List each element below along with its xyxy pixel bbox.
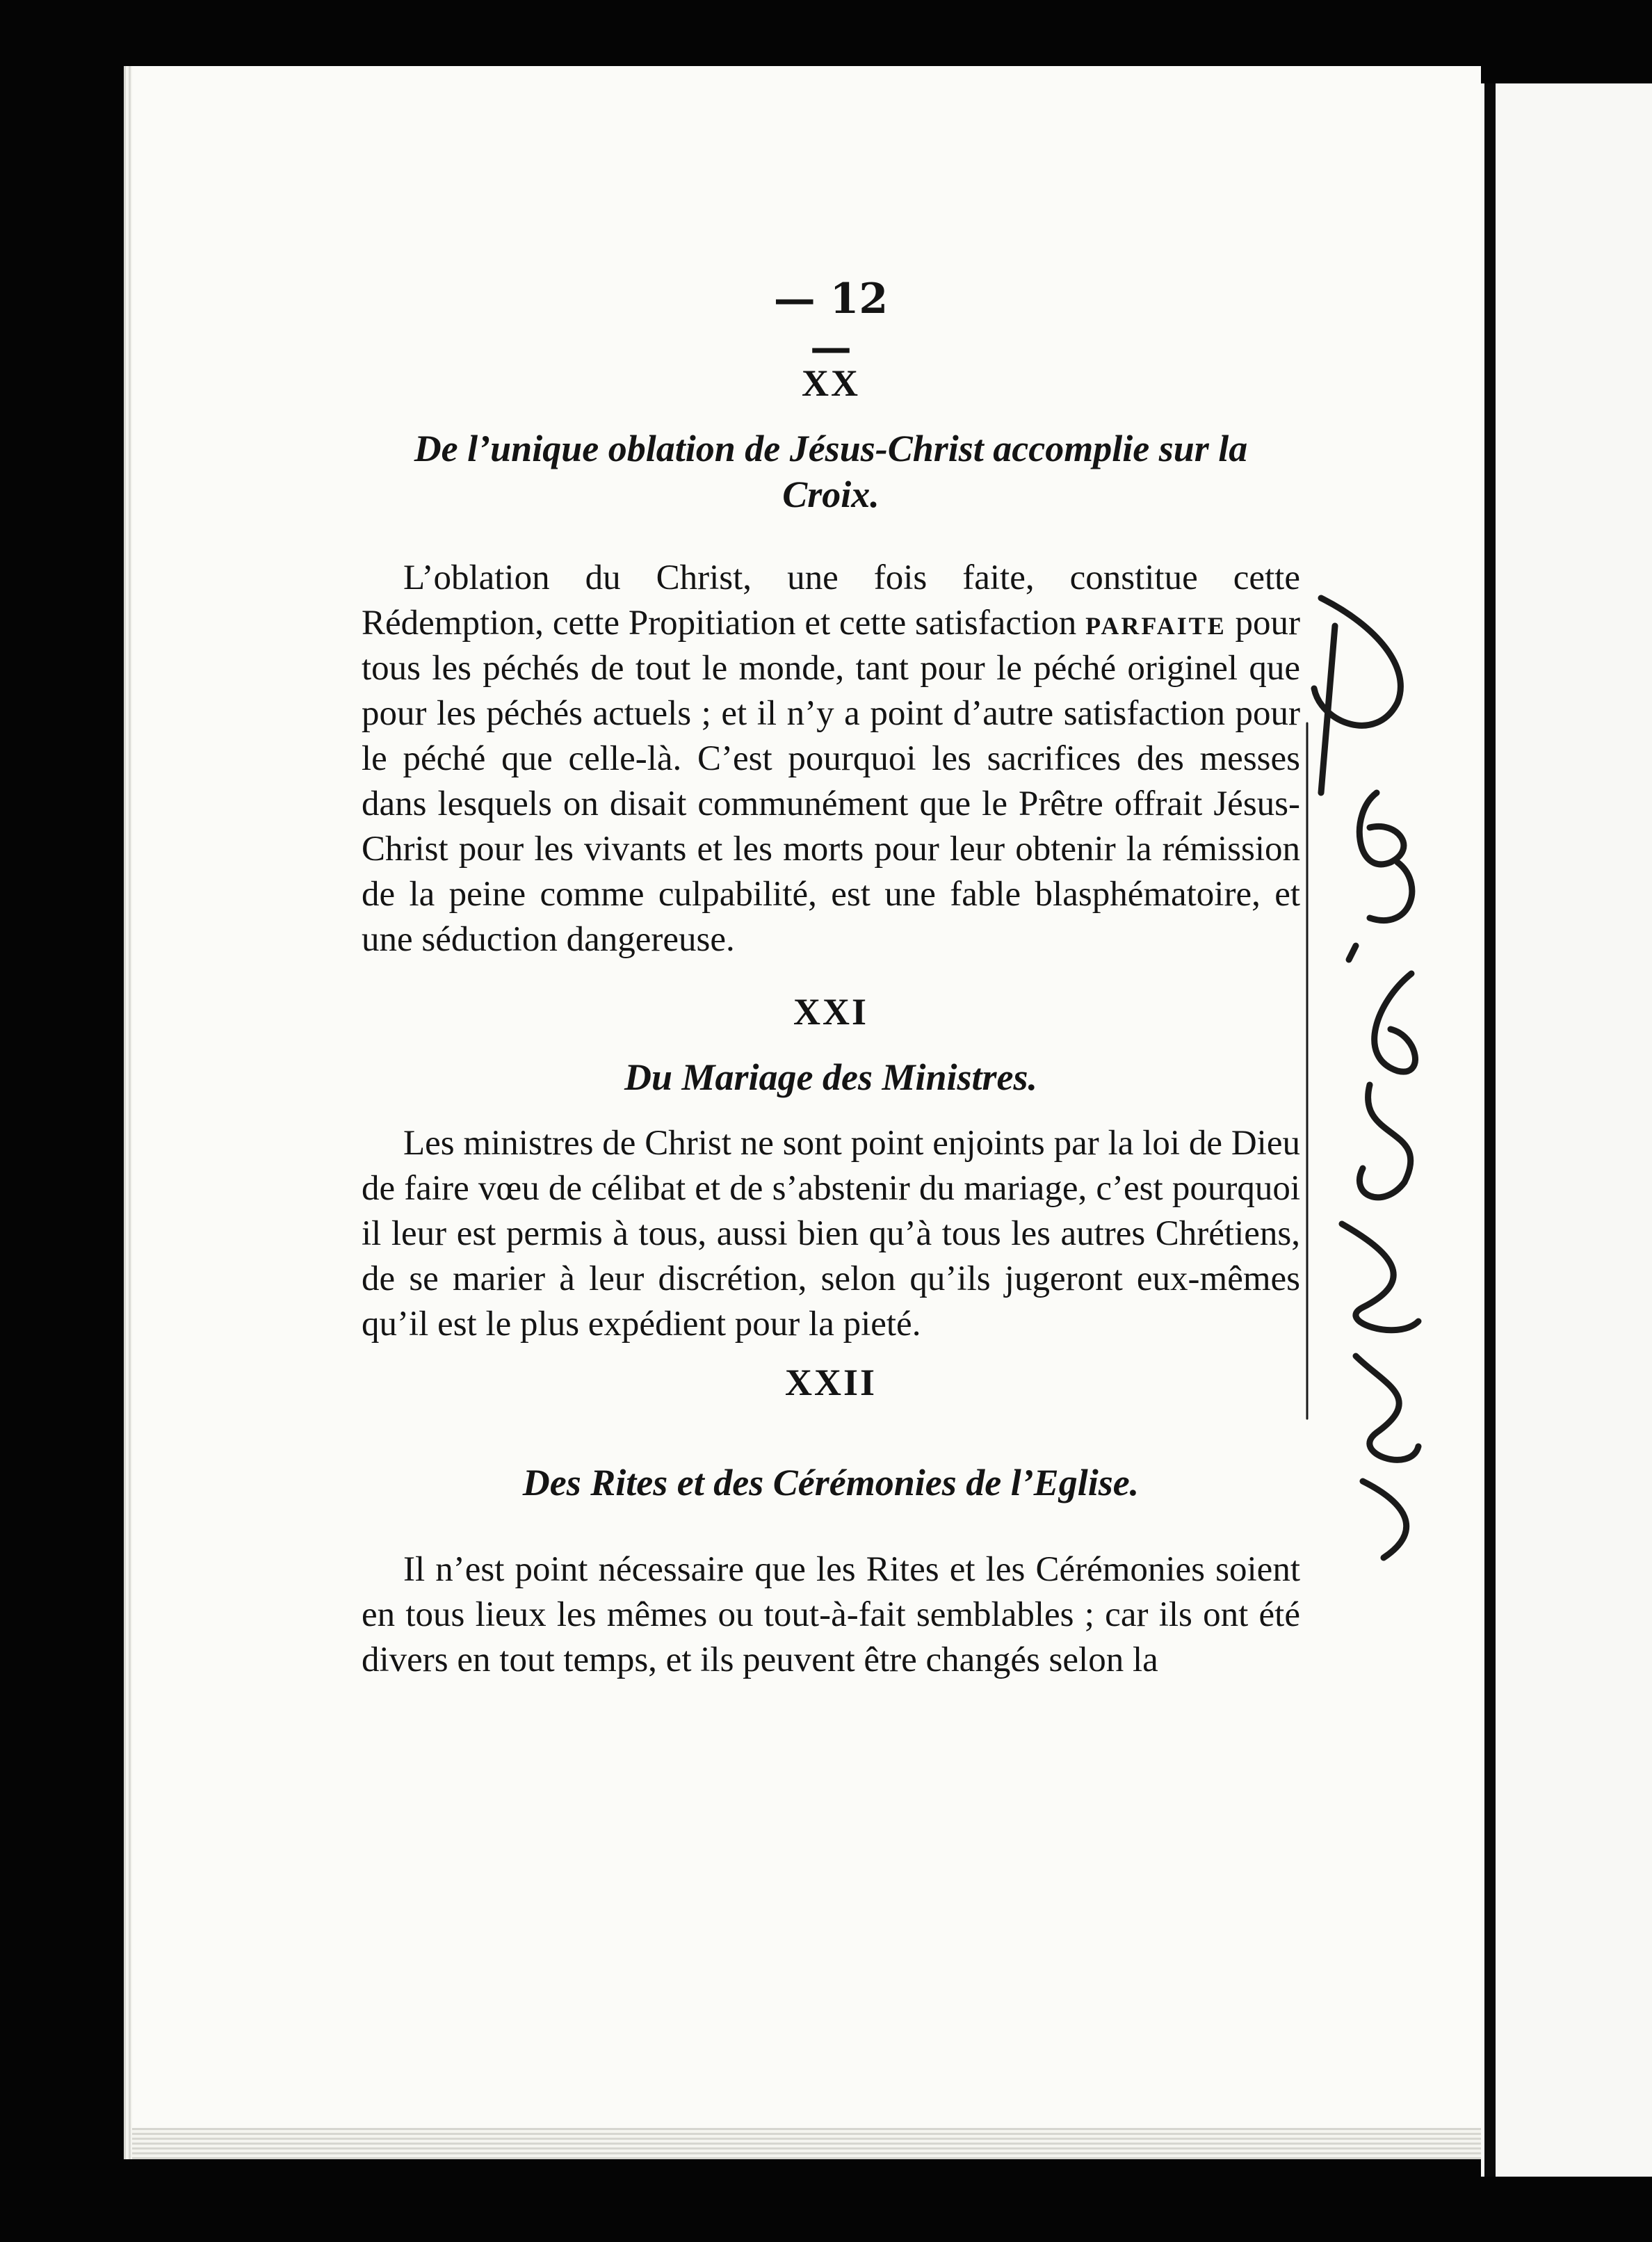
article-title: Du Mariage des Ministres. xyxy=(624,1056,1038,1098)
article-number: XXII xyxy=(784,1362,877,1403)
emphasis-word: parfaite xyxy=(1085,604,1226,643)
page-edge-bottom xyxy=(132,2128,1481,2159)
article-body-text: pour tous les péchés de tout le monde, tant pour le péché originel que pour les péchés actuels ; et il n’y a point d’autre satisfaction pour le péché que celle-là. C’est pourquoi les sacrifices des messes dans lesquels on disait communément que le Prêtre offrait Jésus-Christ pour les vivants et les morts pour leur obtenir la rémission de la peine comme culpabilité, est une fable blasphématoire, et une séduction dangereuse. xyxy=(362,604,1301,959)
article-number: XX xyxy=(802,362,860,404)
article-body-text: L’oblation du Christ, une fois faite, constitue cette Rédemption, cette Propitiation et cette satisfaction xyxy=(362,558,1300,643)
article-number: XXI xyxy=(793,991,868,1033)
article-body: Les ministres de Christ ne sont point enjoints par la loi de Dieu de faire vœu de célibat et de s’abstenir du mariage, c’est pourquoi il leur est permis à tous, aussi bien qu’à tous les autres Chrétiens, de se marier à leur discrétion, selon qu’ils jugeront eux-mêmes qu’il est le plus expédient pour la pieté. xyxy=(362,1124,1300,1344)
article-body: Il n’est point nécessaire que les Rites et les Cérémonies soient en tous lieux les mêmes ou tout-à-fait semblables ; car ils ont été divers en tout temps, et ils peuvent être changés selon la xyxy=(362,1550,1300,1679)
page-number: — 12 — xyxy=(773,275,889,372)
article-body xyxy=(362,556,1300,962)
handwritten-signature xyxy=(1293,584,1446,1586)
page-content xyxy=(362,362,1300,1683)
article-title: Des Rites et des Cérémonies de l’Eglise. xyxy=(522,1462,1140,1503)
facing-page-strip xyxy=(1481,83,1652,2177)
facing-page-border xyxy=(1484,83,1496,2177)
article-title: De l’unique oblation de Jésus-Christ accomplie sur la Croix. xyxy=(414,428,1248,515)
